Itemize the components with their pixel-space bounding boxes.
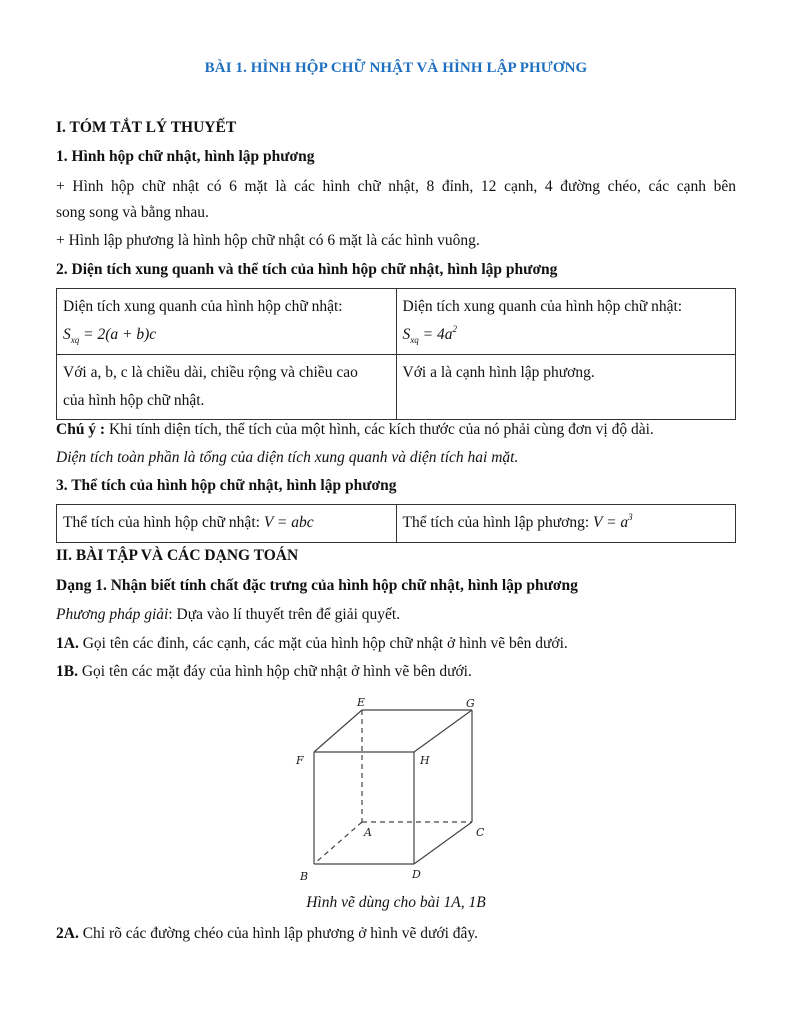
area-cell-cube	[396, 289, 736, 355]
exercise-1b-text: Gọi tên các mặt đáy của hình hộp chữ nhật ở hình vẽ bên dưới.	[77, 663, 472, 680]
area-cube-label: Diện tích xung quanh của hình hộp chữ nhật:	[402, 298, 683, 315]
note	[56, 420, 736, 440]
vertex-label-b: B	[300, 870, 309, 883]
edge-hg	[414, 710, 472, 752]
section-heading-theory: I. TÓM TẮT LÝ THUYẾT	[56, 119, 237, 136]
paragraph-cube: + Hình lập phương là hình hộp chữ nhật có 6 mặt là các hình vuông.	[56, 232, 480, 249]
volume-box-formula: V = abc	[263, 514, 314, 531]
method-label: Phương pháp giải	[56, 606, 169, 623]
note-italic: Diện tích toàn phần là tổng của diện tích xung quanh và diện tích hai mặt.	[56, 449, 519, 466]
subheading-area-volume: 2. Diện tích xung quanh và thể tích của hình hộp chữ nhật, hình lập phương	[56, 261, 558, 278]
figure-caption: Hình vẽ dùng cho bài 1A, 1B	[306, 894, 486, 911]
vertex-label-f: F	[296, 754, 304, 767]
area-box-note-line2: của hình hộp chữ nhật.	[63, 392, 205, 409]
method	[56, 605, 736, 625]
edge-fe	[314, 710, 362, 752]
page-title: BÀI 1. HÌNH HỘP CHỮ NHẬT VÀ HÌNH LẬP PHƯƠNG	[204, 60, 588, 76]
method-text: : Dựa vào lí thuyết trên để giải quyết.	[168, 606, 401, 623]
volume-box-label: Thể tích của hình hộp chữ nhật:	[63, 514, 260, 531]
subheading-volume: 3. Thể tích của hình hộp chữ nhật, hình lập phương	[56, 477, 397, 494]
exercise-2a-text: Chỉ rõ các đường chéo của hình lập phương ở hình vẽ dưới đây.	[78, 925, 479, 942]
edge-dc	[414, 822, 472, 864]
area-box-formula: $S_{xq} = 2(a + b)c$	[63, 326, 157, 345]
area-cube-formula: $S_{xq} = 4a^2$	[402, 324, 457, 345]
exercise-1a-label: 1A.	[56, 635, 79, 652]
vertex-label-a: A	[364, 826, 372, 839]
area-cell-box-note	[57, 355, 397, 420]
volume-cube-formula: $V = a^3$	[593, 512, 633, 531]
volume-cube-label: Thể tích của hình lập phương:	[402, 514, 590, 531]
volume-table	[56, 504, 736, 543]
volume-cell-box	[57, 505, 397, 543]
vertex-label-d: D	[412, 868, 421, 881]
vertex-label-g: G	[466, 697, 475, 710]
paragraph-box-line2: song song và bằng nhau.	[56, 204, 209, 221]
volume-cell-cube	[396, 505, 736, 543]
area-box-label: Diện tích xung quanh của hình hộp chữ nhật:	[63, 298, 343, 315]
section-heading-exercises: II. BÀI TẬP VÀ CÁC DẠNG TOÁN	[56, 547, 299, 564]
vertex-label-e: E	[357, 696, 366, 709]
vertex-label-h: H	[420, 754, 430, 767]
area-cell-box	[57, 289, 397, 355]
exercise-2a-label: 2A.	[56, 925, 79, 942]
area-cube-note: Với a là cạnh hình lập phương.	[402, 364, 595, 381]
exercise-1a	[56, 634, 736, 654]
area-box-note-line1: Với a, b, c là chiều dài, chiều rộng và chiều cao	[63, 364, 358, 381]
subheading-shapes: 1. Hình hộp chữ nhật, hình lập phương	[56, 148, 315, 165]
exercise-1a-text: Gọi tên các đỉnh, các cạnh, các mặt của hình hộp chữ nhật ở hình vẽ bên dưới.	[78, 635, 568, 652]
note-text: Khi tính diện tích, thể tích của một hình, các kích thước của nó phải cùng đơn vị độ dài.	[105, 421, 654, 438]
exercise-2a	[56, 924, 736, 944]
vertex-label-c: C	[476, 826, 485, 839]
exercise-1b-label: 1B.	[56, 663, 78, 680]
box-figure	[294, 694, 554, 884]
note-label: Chú ý :	[56, 421, 106, 438]
area-cell-cube-note	[396, 355, 736, 420]
paragraph-box-line1: + Hình hộp chữ nhật có 6 mặt là các hình chữ nhật, 8 đỉnh, 12 cạnh, 4 đường chéo, các cạnh bên	[56, 178, 736, 195]
problem-type-1: Dạng 1. Nhận biết tính chất đặc trưng của hình hộp chữ nhật, hình lập phương	[56, 577, 578, 594]
exercise-1b	[56, 662, 736, 682]
edge-ab-hidden	[314, 822, 362, 864]
area-table	[56, 288, 736, 420]
